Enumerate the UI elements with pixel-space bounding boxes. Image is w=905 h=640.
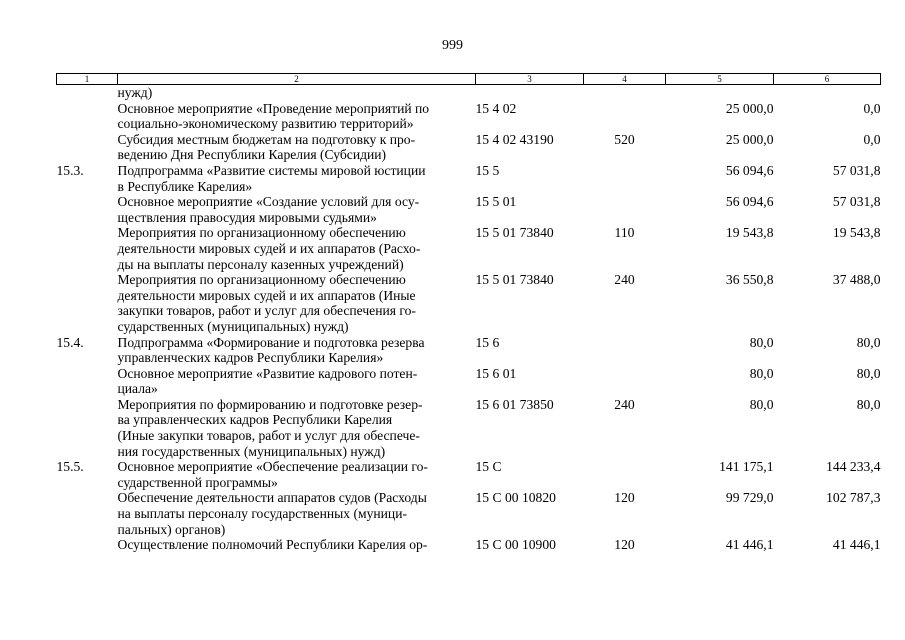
row-number [57,225,118,272]
description-line: ществления правосудия мировыми судьями» [117,209,377,225]
target-article-code: 15 6 01 [475,365,517,381]
row-number [57,85,118,101]
row-description [118,101,476,132]
expense-type-code: 120 [614,490,635,506]
amount-year-2: 80,0 [856,365,881,381]
description-line: управленческих кадров Республики Карелия» [117,350,384,366]
description-line: деятельности мировых судей и их аппаратов (Расхо- [117,240,421,256]
target-article-code: 15 С [475,459,502,475]
target-article-code: 15 6 [475,334,500,350]
column-header: 3 [476,74,584,85]
row-number [57,194,118,225]
budget-table [56,73,881,553]
row-number [57,537,118,553]
description-line: деятельности мировых судей и их аппаратов (Иные [117,287,416,303]
amount-year-2: 0,0 [863,100,881,116]
row-number: 15.5. [56,459,84,475]
amount-year-1: 80,0 [749,334,774,350]
description-line: Основное мероприятие «Создание условий для осу- [117,194,420,210]
expense-type-code: 240 [614,272,635,288]
row-number [57,101,118,132]
amount-year-1: 19 543,8 [725,225,774,241]
amount-year-2: 80,0 [856,334,881,350]
target-article-code: 15 4 02 43190 [475,131,554,147]
table-row [57,101,881,132]
target-article-code: 15 5 [475,162,500,178]
expense-type-code: 520 [614,131,635,147]
description-line: Основное мероприятие «Развитие кадрового потен- [117,365,418,381]
description-line: циала» [117,381,158,397]
expense-type-code [584,335,666,366]
row-description [118,194,476,225]
amount-year-1: 36 550,8 [725,272,774,288]
target-article-code: 15 5 01 73840 [475,225,554,241]
row-description [118,366,476,397]
amount-year-1: 56 094,6 [725,194,774,210]
table-row [57,132,881,163]
description-line: социально-экономическому развитию территорий» [117,116,414,132]
amount-year-2: 37 488,0 [832,272,881,288]
row-number [57,272,118,334]
expense-type-code [584,85,666,101]
description-line: Основное мероприятие «Проведение мероприятий по [117,100,430,116]
table-row [57,459,881,490]
column-header: 4 [584,74,666,85]
description-line: ва управленческих кадров Республики Карелия [117,412,393,428]
description-line: закупки товаров, работ и услуг для обеспечения го- [117,303,416,319]
amount-year-1: 80,0 [749,365,774,381]
page-number: 999 [442,38,463,53]
amount-year-2: 57 031,8 [832,162,881,178]
column-header: 1 [57,74,118,85]
expense-type-code [584,366,666,397]
table-header-row [57,74,881,85]
row-description [118,272,476,334]
row-description [118,397,476,459]
description-line: ния государственных (муниципальных) нужд) [117,443,386,459]
expense-type-code [584,163,666,194]
description-line: ведению Дня Республики Карелия (Субсидии) [117,147,387,163]
table-row [57,335,881,366]
description-line: Субсидия местным бюджетам на подготовку к про- [117,131,416,147]
description-line: Подпрограмма «Формирование и подготовка резерва [117,334,425,350]
row-description [118,163,476,194]
description-line: Мероприятия по организационному обеспечению [117,272,406,288]
target-article-code: 15 С 00 10900 [475,537,556,553]
row-number: 15.4. [56,334,84,350]
description-line: сударственных (муниципальных) нужд) [117,318,349,334]
amount-year-2: 41 446,1 [832,537,881,553]
description-line: Обеспечение деятельности аппаратов судов (Расходы [117,490,427,506]
amount-year-1 [666,85,774,101]
target-article-code: 15 5 01 73840 [475,272,554,288]
description-line: пальных) органов) [117,521,226,537]
column-header: 2 [118,74,476,85]
description-line: Мероприятия по организационному обеспечению [117,225,406,241]
target-article-code [476,85,584,101]
row-description [118,490,476,537]
row-number: 15.3. [56,162,84,178]
target-article-code: 15 С 00 10820 [475,490,556,506]
target-article-code: 15 6 01 73850 [475,396,554,412]
amount-year-2: 80,0 [856,396,881,412]
amount-year-1: 141 175,1 [719,459,774,475]
table-body [57,85,881,553]
target-article-code: 15 5 01 [475,194,517,210]
amount-year-2: 0,0 [863,131,881,147]
amount-year-2: 19 543,8 [832,225,881,241]
expense-type-code: 120 [614,537,635,553]
description-line: (Иные закупки товаров, работ и услуг для обеспече- [117,428,420,444]
row-description [118,537,476,553]
table-row [57,194,881,225]
row-description [118,85,476,101]
expense-type-code: 110 [614,225,635,241]
description-line: нужд) [117,85,153,100]
amount-year-2 [774,85,881,101]
amount-year-1: 80,0 [749,396,774,412]
table-row [57,163,881,194]
description-line: Подпрограмма «Развитие системы мировой юстиции [117,162,426,178]
amount-year-1: 99 729,0 [725,490,774,506]
description-line: в Республике Карелия» [117,178,253,194]
expense-type-code [584,459,666,490]
row-description [118,225,476,272]
column-header: 6 [774,74,881,85]
row-description [118,459,476,490]
amount-year-1: 25 000,0 [725,131,774,147]
description-line: на выплаты персоналу государственных (муници- [117,506,408,522]
table-row [57,85,881,101]
amount-year-1: 41 446,1 [725,537,774,553]
row-description [118,132,476,163]
table-row [57,397,881,459]
table-row [57,366,881,397]
expense-type-code [584,194,666,225]
table-row [57,537,881,553]
table-row [57,272,881,334]
description-line: Основное мероприятие «Обеспечение реализации го- [117,459,428,475]
amount-year-2: 57 031,8 [832,194,881,210]
table-row [57,225,881,272]
description-line: ды на выплаты персоналу казенных учреждений) [117,256,404,272]
amount-year-1: 25 000,0 [725,100,774,116]
row-description [118,335,476,366]
description-line: сударственной программы» [117,474,278,490]
amount-year-2: 102 787,3 [826,490,881,506]
row-number [57,490,118,537]
row-number [57,366,118,397]
expense-type-code: 240 [614,396,635,412]
row-number [57,397,118,459]
expense-type-code [584,101,666,132]
description-line: Осуществление полномочий Республики Карелия ор- [117,537,428,553]
table-row [57,490,881,537]
target-article-code: 15 4 02 [475,100,517,116]
row-number [57,132,118,163]
column-header: 5 [666,74,774,85]
amount-year-2: 144 233,4 [826,459,881,475]
amount-year-1: 56 094,6 [725,162,774,178]
description-line: Мероприятия по формированию и подготовке резер- [117,396,423,412]
